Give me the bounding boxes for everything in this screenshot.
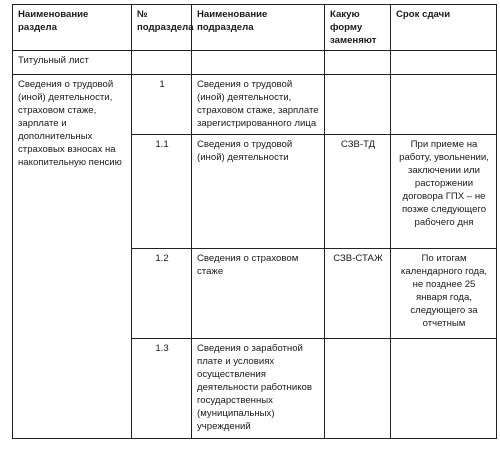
cell-form (325, 51, 391, 75)
header-deadline: Срок сдачи (391, 5, 497, 51)
report-sections-table (12, 4, 497, 439)
cell-deadline: По итогам календарного года, не позднее 25 января года, следующего за отчетным (391, 249, 497, 339)
table-row (13, 75, 497, 135)
cell-deadline (391, 339, 497, 439)
cell-deadline: При приеме на работу, увольнении, заключении или расторжении договора ГПХ – не позже следующего рабочего дня (391, 135, 497, 249)
header-replaces-form: Какую форму заменяют (325, 5, 391, 51)
cell-number: 1.1 (132, 135, 192, 249)
table-header-row (13, 5, 497, 51)
cell-subsection: Сведения о трудовой (иной) деятельности, страховом стаже, зарплате зарегистрированного лица (192, 75, 325, 135)
cell-form: СЗВ-ТД (325, 135, 391, 249)
cell-subsection: Сведения о страховом стаже (192, 249, 325, 339)
cell-form (325, 339, 391, 439)
cell-section: Сведения о трудовой (иной) деятельности, страховом стаже, зарплате и дополнительных страховых взносах на накопительную пенсию (13, 75, 132, 439)
cell-number: 1.2 (132, 249, 192, 339)
cell-subsection (192, 51, 325, 75)
header-subsection-name: Наименование подраздела (192, 5, 325, 51)
table-row (13, 51, 497, 75)
cell-subsection: Сведения о трудовой (иной) деятельности (192, 135, 325, 249)
header-subsection-number: № подраздела (132, 5, 192, 51)
cell-deadline (391, 75, 497, 135)
cell-number: 1 (132, 75, 192, 135)
cell-number (132, 51, 192, 75)
cell-form: СЗВ-СТАЖ (325, 249, 391, 339)
header-section-name: Наименование раздела (13, 5, 132, 51)
cell-deadline (391, 51, 497, 75)
cell-form (325, 75, 391, 135)
cell-subsection: Сведения о заработной плате и условиях осуществления деятельности работников государственных (муниципальных) учреждений (192, 339, 325, 439)
cell-section: Титульный лист (13, 51, 132, 75)
cell-number: 1.3 (132, 339, 192, 439)
